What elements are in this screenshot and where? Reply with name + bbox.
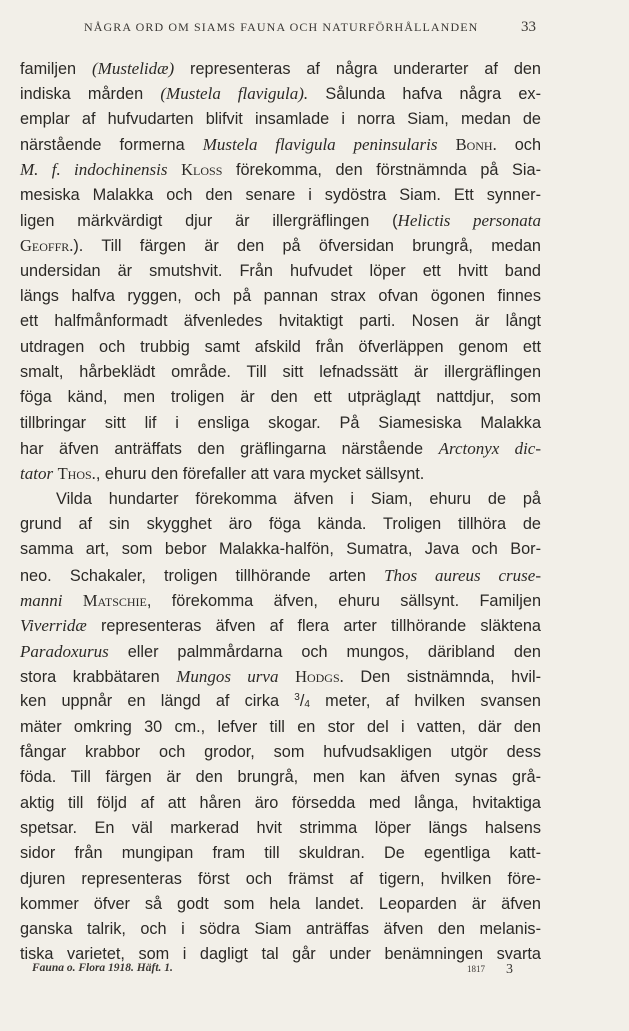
text-run: representeras äfven af flera arter tillhörande släktena	[86, 617, 541, 636]
taxon-name: Mungos urva	[176, 666, 279, 686]
page-footer	[0, 962, 629, 982]
taxon-name: Paradoxurus	[20, 641, 109, 661]
text-line	[20, 512, 541, 537]
text-run: undersidan är smutshvit. Från hufvudet löper ett hvitt band	[20, 261, 541, 280]
text-line	[20, 487, 541, 512]
text-line	[20, 689, 541, 714]
text-line	[20, 81, 541, 106]
text-line	[20, 816, 541, 841]
text-run: längs halfva ryggen, och på pannan strax ofvan ögonen finnes	[20, 286, 541, 305]
text-line	[20, 309, 541, 334]
text-line	[20, 613, 541, 638]
body-text	[20, 56, 541, 968]
text-run: aktig till följd af att håren äro försedda med långa, hvitaktiga	[20, 793, 541, 812]
text-line	[20, 107, 541, 132]
text-line	[20, 765, 541, 790]
taxon-name: (Mustelidæ)	[92, 59, 175, 78]
printer-mark: 1817	[467, 964, 485, 974]
text-run: förekomma, den förstnämnda på Sia-	[222, 161, 541, 180]
text-line	[20, 208, 541, 233]
text-run: tillbringar sitt lif i ensliga skogar. På Siamesiska Malakka	[20, 413, 541, 432]
text-run: fångar krabbor och grodor, som hufvudsakligen utgör dess	[20, 742, 541, 761]
text-run: indiska mården	[20, 85, 161, 104]
page-header	[0, 20, 629, 40]
text-run: representeras af några underarter af den	[174, 60, 541, 78]
text-run: föda. Till färgen är den brungrå, men kan äfven synas grå-	[20, 768, 541, 787]
text-line	[20, 537, 541, 562]
author-name: Kloss	[181, 160, 223, 180]
text-run: utdragen och trubbig samt afskild från öfverläppen genom ett	[20, 337, 541, 356]
running-title: NÅGRA ORD OM SIAMS FAUNA OCH NATURFÖRHÅLLANDEN	[84, 20, 479, 34]
text-line	[20, 461, 541, 486]
text-line	[20, 436, 541, 461]
text-run: sidor från mungipan fram till skuldran. De egentliga katt-	[20, 844, 541, 863]
text-line	[20, 917, 541, 942]
text-run: mesiska Malakka och den senare i sydöstra Siam. Ett synner-	[20, 185, 541, 204]
text-line	[20, 132, 541, 157]
author-name: Matschie	[82, 590, 147, 610]
text-run: neo. Schakaler, troligen tillhörande arten	[20, 566, 385, 585]
text-line	[20, 385, 541, 410]
text-run: och	[496, 135, 541, 154]
text-line	[20, 664, 541, 689]
text-line	[20, 841, 541, 866]
text-run: emplar af hufvudarten blifvit insamlade i norra Siam, medan de	[20, 109, 541, 128]
taxon-name: Arctonyx dic-	[438, 438, 541, 458]
text-run: ett halfmånformadt äfvenledes hvitaktigt parti. Nosen är långt	[20, 312, 541, 331]
text-run: Sålunda hafva några ex-	[308, 85, 541, 104]
text-run: mäter omkring 30 cm., lefver till en stor del i vatten, där den	[20, 717, 541, 736]
taxon-name: Viverridæ	[20, 616, 87, 636]
taxon-name: M. f. indochinensis	[20, 160, 168, 180]
text-run: Vilda hundarter förekomma äfven i Siam, ehuru de på	[56, 489, 541, 508]
text-line	[20, 335, 541, 360]
taxon-name: Mustela flavigula peninsularis	[202, 134, 438, 154]
fraction-denominator: 4	[304, 699, 310, 711]
text-run: föga känd, men troligen är den ett utpräglадt nattdjur, som	[20, 388, 541, 407]
text-run	[168, 161, 182, 179]
fraction-numerator: 3	[294, 692, 300, 704]
text-run: ). Till färgen är den på öfversidan brungrå, medan	[73, 237, 541, 256]
taxon-name: tator	[20, 464, 54, 484]
author-name: Bonh.	[455, 134, 497, 154]
text-line	[20, 233, 541, 258]
text-line	[20, 715, 541, 740]
text-line	[20, 563, 541, 588]
text-line	[20, 740, 541, 765]
text-run: ligen märkvärdigt djur är illergräflingen (	[20, 211, 398, 230]
author-name: Geoffr.	[20, 236, 74, 256]
text-run	[438, 136, 456, 154]
text-line	[20, 360, 541, 385]
text-run: kommer öfver så godt som hela landet. Leoparden är äfven	[20, 894, 541, 913]
fraction-slash: /	[299, 692, 305, 711]
text-run: Den sistnämnda, hvil-	[343, 667, 541, 686]
text-run: spetsar. En väl markerad hvit strimma löper längs halsens	[20, 818, 541, 837]
sheet-number: 3	[506, 962, 513, 977]
text-run: samma art, som bebor Malakka-halfön, Sumatra, Java och Bor-	[20, 540, 541, 559]
text-run: stora krabbätaren	[20, 667, 177, 686]
text-run: har äfven anträffats den gräflingarna närstående	[20, 439, 439, 458]
text-run: ganska talrik, och i södra Siam anträffas äfven den melanis-	[20, 920, 541, 939]
text-line	[20, 867, 541, 892]
author-name: Hodgs.	[295, 666, 344, 686]
text-run: närstående formerna	[20, 135, 203, 154]
text-run: familjen	[20, 60, 92, 78]
author-name: Thos.	[57, 464, 96, 484]
text-run: ken uppnår en längd af cirka	[20, 692, 295, 711]
text-run: tiska varietet, som i dagligt tal går under benämningen svarta	[20, 945, 541, 964]
text-run: , ehuru den förefaller att vara mycket sällsynt.	[95, 465, 425, 484]
text-line	[20, 411, 541, 436]
text-run: grund af sin skygghet äro föga kända. Troligen tillhöra de	[20, 514, 541, 533]
taxon-name: (Mustela flavigula).	[160, 84, 309, 104]
text-run: eller palmmårdarna och mungos, däribland den	[108, 642, 541, 661]
text-run: smalt, hårbeklädt område. Till sitt lefnadssätt är illergräflingen	[20, 362, 541, 381]
footer-signature: Fauna o. Flora 1918. Häft. 1.	[32, 962, 173, 974]
taxon-name: Thos aureus cruse-	[384, 565, 541, 585]
text-run: meter, af hvilken svansen	[309, 692, 541, 711]
text-run	[63, 592, 83, 610]
text-line	[20, 157, 541, 182]
taxon-name: manni	[20, 590, 63, 610]
taxon-name: Helictis personata	[397, 210, 541, 230]
text-line	[20, 284, 541, 309]
text-line	[20, 791, 541, 816]
text-line	[20, 639, 541, 664]
text-line	[20, 56, 541, 81]
text-run: , förekomma äfven, ehuru sällsynt. Familjen	[146, 591, 541, 610]
text-line	[20, 183, 541, 208]
text-run	[278, 668, 295, 686]
text-line	[20, 588, 541, 613]
text-line	[20, 259, 541, 284]
text-line	[20, 892, 541, 917]
page-number: 33	[521, 19, 536, 35]
text-run: djuren representeras först och främst af tigern, hvilken före-	[20, 869, 541, 888]
